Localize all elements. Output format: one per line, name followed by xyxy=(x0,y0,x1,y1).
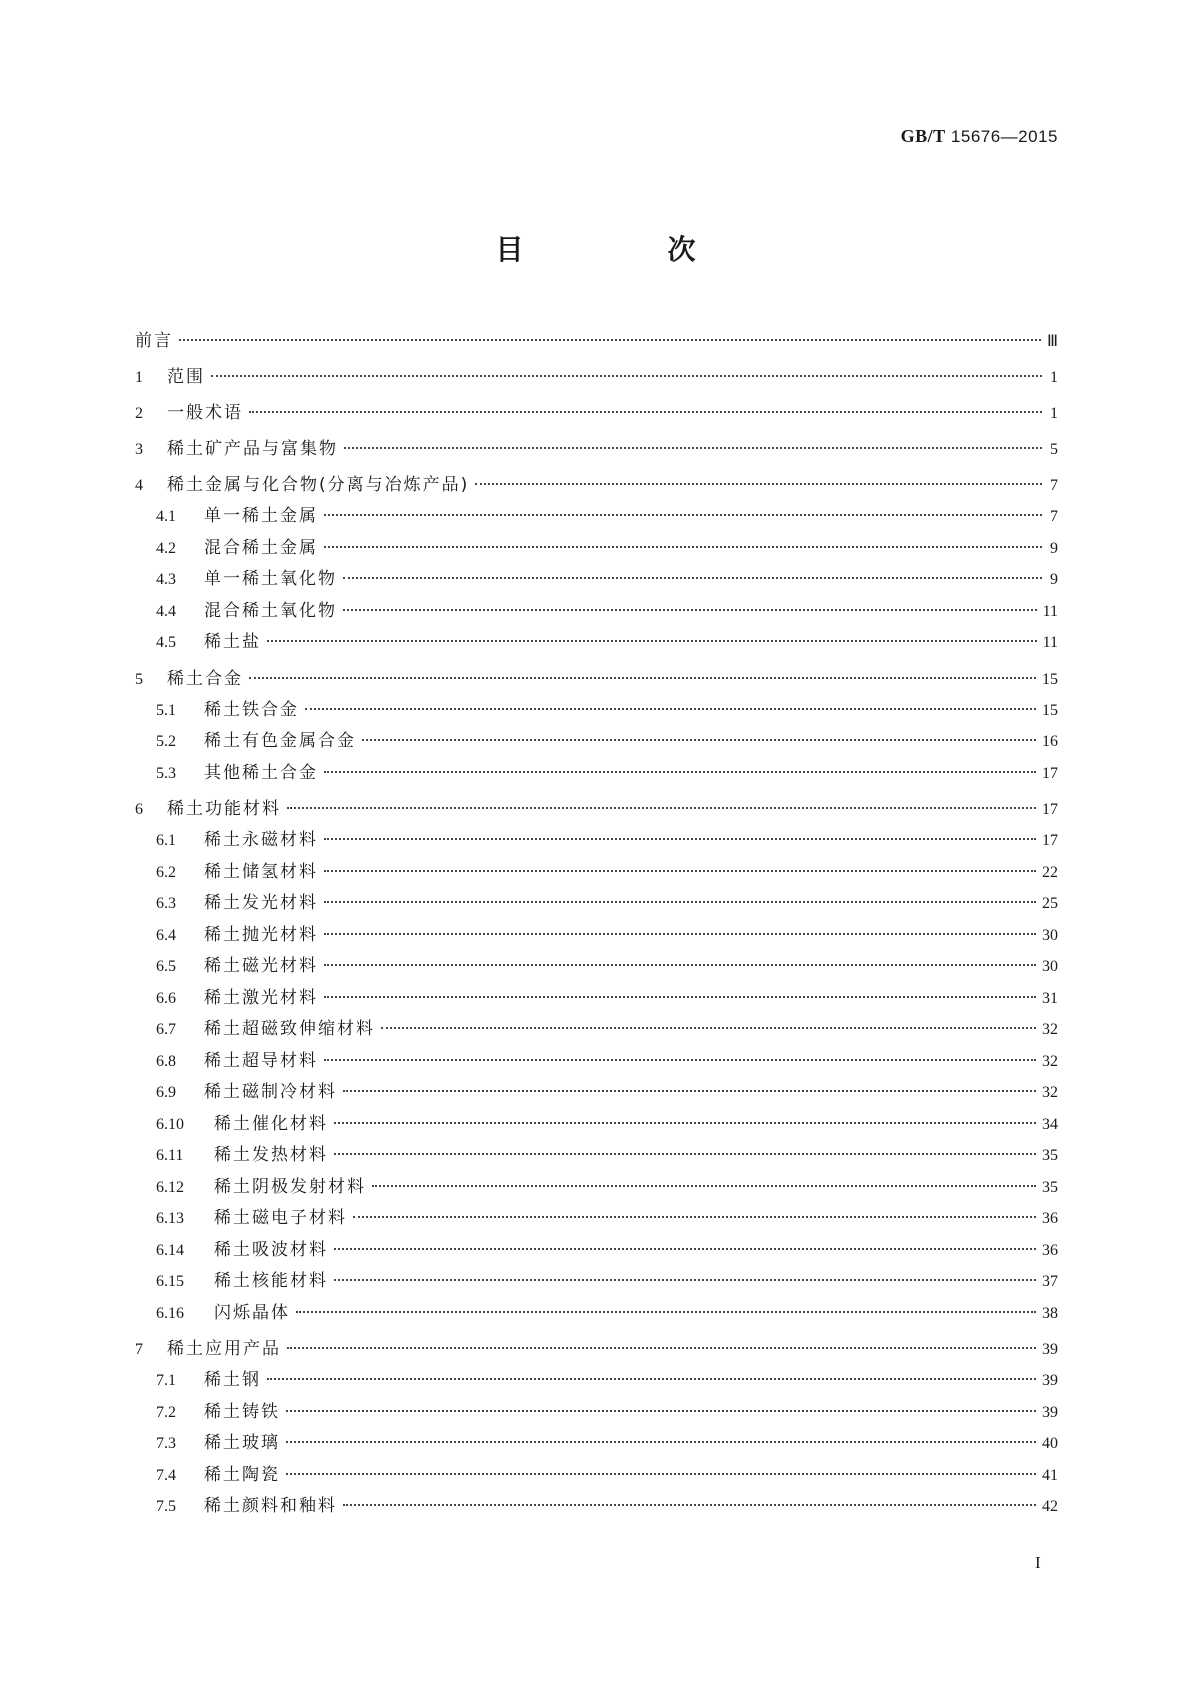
toc-entry[interactable] xyxy=(135,501,1058,533)
toc-entry-page: 36 xyxy=(1042,1241,1058,1259)
toc-dot-leader xyxy=(287,1347,1036,1349)
toc-dot-leader xyxy=(381,1027,1036,1029)
toc-entry[interactable] xyxy=(135,951,1058,983)
toc-entry-page: 17 xyxy=(1042,801,1058,818)
toc-entry-page: 9 xyxy=(1050,539,1058,557)
toc-entry-page: 39 xyxy=(1042,1403,1058,1421)
standard-prefix: GB/T xyxy=(900,126,946,146)
toc-entry-label: 单一稀土氧化物 xyxy=(204,569,337,589)
toc-dot-leader xyxy=(286,1410,1036,1412)
standard-number: 15676—2015 xyxy=(950,127,1058,146)
toc-entry-page: 31 xyxy=(1042,989,1058,1007)
toc-entry-number: 6.8 xyxy=(156,1052,176,1070)
toc-entry-label: 稀土合金 xyxy=(167,668,243,689)
toc-entry-label: 稀土铸铁 xyxy=(204,1401,280,1422)
toc-dot-leader xyxy=(267,640,1037,642)
toc-entry-number: 6.10 xyxy=(156,1115,184,1133)
toc-entry-page: 15 xyxy=(1042,670,1058,688)
toc-entry-page: 7 xyxy=(1050,508,1058,525)
toc-dot-leader xyxy=(324,996,1036,998)
toc-entry-number: 6.16 xyxy=(156,1304,184,1322)
toc-dot-leader xyxy=(343,577,1042,579)
page-folio: I xyxy=(1035,1553,1041,1572)
toc-entry-number: 4 xyxy=(135,477,143,494)
toc-entry-page: Ⅲ xyxy=(1046,333,1058,350)
toc-dot-leader xyxy=(324,514,1042,516)
toc-dot-leader xyxy=(372,1185,1036,1187)
toc-dot-leader xyxy=(343,1504,1036,1506)
toc-entry-page: 41 xyxy=(1042,1466,1058,1484)
toc-entry-number: 6.9 xyxy=(156,1084,176,1101)
toc-entry[interactable] xyxy=(135,1365,1058,1397)
toc-dot-leader xyxy=(179,339,1041,341)
toc-entry[interactable] xyxy=(135,1109,1058,1141)
toc-entry-label: 稀土有色金属合金 xyxy=(204,731,356,751)
toc-entry-page: 15 xyxy=(1042,701,1058,719)
toc-entry[interactable] xyxy=(135,326,1058,357)
toc-entry-label: 混合稀土金属 xyxy=(204,537,318,558)
toc-entry[interactable] xyxy=(135,758,1058,790)
toc-dot-leader xyxy=(334,1122,1036,1124)
toc-entry-label: 其他稀土合金 xyxy=(204,762,318,783)
toc-entry-label: 稀土抛光材料 xyxy=(204,924,318,945)
toc-entry-label: 稀土催化材料 xyxy=(214,1113,328,1134)
toc-entry-label: 稀土磁电子材料 xyxy=(214,1208,347,1228)
toc-entry-page: 32 xyxy=(1042,1052,1058,1070)
toc-entry[interactable] xyxy=(135,1140,1058,1172)
toc-entry-page: 17 xyxy=(1042,764,1058,782)
toc-entry-number: 6.6 xyxy=(156,989,176,1007)
toc-dot-leader xyxy=(267,1378,1036,1380)
toc-entry-label: 稀土超磁致伸缩材料 xyxy=(204,1019,375,1039)
toc-entry[interactable] xyxy=(135,564,1058,596)
toc-entry-number: 6.7 xyxy=(156,1021,176,1038)
toc-entry-number: 6.12 xyxy=(156,1178,184,1196)
toc-entry[interactable] xyxy=(135,627,1058,659)
toc-entry-number: 4.3 xyxy=(156,571,176,588)
toc-dot-leader xyxy=(343,609,1037,611)
toc-entry-label: 稀土发光材料 xyxy=(204,893,318,913)
toc-dot-leader xyxy=(324,838,1036,840)
toc-entry-label: 稀土颜料和釉料 xyxy=(204,1496,337,1516)
toc-dot-leader xyxy=(324,1059,1036,1061)
toc-entry-page: 39 xyxy=(1042,1341,1058,1358)
toc-entry-label: 稀土玻璃 xyxy=(204,1433,280,1453)
toc-dot-leader xyxy=(334,1153,1036,1155)
toc-entry-number: 7.2 xyxy=(156,1403,176,1421)
toc-dot-leader xyxy=(353,1216,1036,1218)
toc-entry-label: 稀土功能材料 xyxy=(167,799,281,819)
toc-entry-page: 37 xyxy=(1042,1273,1058,1290)
toc-entry[interactable] xyxy=(135,1172,1058,1204)
toc-entry-label: 一般术语 xyxy=(167,403,243,423)
toc-entry-page: 9 xyxy=(1050,571,1058,588)
toc-entry-label: 稀土盐 xyxy=(204,632,261,652)
toc-entry[interactable] xyxy=(135,888,1058,920)
toc-entry[interactable] xyxy=(135,825,1058,857)
toc-entry-number: 6.1 xyxy=(156,832,176,849)
toc-entry[interactable] xyxy=(135,1428,1058,1460)
toc-entry[interactable] xyxy=(135,983,1058,1015)
toc-dot-leader xyxy=(249,411,1042,413)
standard-code xyxy=(901,126,1058,147)
toc-entry[interactable] xyxy=(135,1266,1058,1298)
toc-entry-label: 稀土阴极发射材料 xyxy=(214,1176,366,1197)
toc-entry-label: 闪烁晶体 xyxy=(214,1302,290,1323)
toc-entry[interactable] xyxy=(135,1334,1058,1365)
toc-entry[interactable] xyxy=(135,398,1058,429)
toc-entry-page: 7 xyxy=(1050,477,1058,494)
toc-entry-number: 5 xyxy=(135,670,143,688)
toc-entry-label: 稀土铁合金 xyxy=(204,699,299,720)
toc-entry-label: 稀土钢 xyxy=(204,1370,261,1390)
toc-entry[interactable] xyxy=(135,1491,1058,1523)
toc-entry-label: 稀土发热材料 xyxy=(214,1145,328,1165)
toc-entry-number: 6.2 xyxy=(156,863,176,881)
toc-dot-leader xyxy=(324,870,1036,872)
toc-dot-leader xyxy=(324,933,1036,935)
toc-entry-page: 35 xyxy=(1042,1147,1058,1164)
toc-entry-page: 38 xyxy=(1042,1304,1058,1322)
toc-entry-number: 6.5 xyxy=(156,958,176,975)
toc-entry-page: 16 xyxy=(1042,733,1058,750)
page-title: 目 次 xyxy=(495,233,754,266)
toc-entry-page: 34 xyxy=(1042,1115,1058,1133)
toc-entry-number: 5.1 xyxy=(156,701,176,719)
toc-entry-page: 17 xyxy=(1042,832,1058,849)
toc-entry-number: 6 xyxy=(135,801,143,818)
toc-entry[interactable] xyxy=(135,1397,1058,1429)
toc-entry-page: 35 xyxy=(1042,1178,1058,1196)
toc-entry-page: 42 xyxy=(1042,1498,1058,1515)
toc-dot-leader xyxy=(286,1441,1036,1443)
toc-entry[interactable] xyxy=(135,920,1058,952)
toc-entry-label: 单一稀土金属 xyxy=(204,506,318,526)
toc-entry-number: 7 xyxy=(135,1341,143,1358)
toc-entry-page: 25 xyxy=(1042,895,1058,912)
toc-entry-page: 1 xyxy=(1050,405,1058,422)
toc-dot-leader xyxy=(334,1279,1036,1281)
toc-entry-number: 6.11 xyxy=(156,1147,184,1164)
toc-entry-number: 4.5 xyxy=(156,634,176,651)
toc-entry-number: 4.2 xyxy=(156,539,176,557)
toc-entry[interactable] xyxy=(135,794,1058,825)
toc-entry-page: 1 xyxy=(1050,369,1058,386)
toc-entry-number: 3 xyxy=(135,441,143,458)
toc-entry-number: 7.4 xyxy=(156,1466,176,1484)
toc-dot-leader xyxy=(324,546,1042,548)
toc-dot-leader xyxy=(324,771,1036,773)
toc-entry[interactable] xyxy=(135,434,1058,465)
table-of-contents xyxy=(135,326,1058,1523)
toc-dot-leader xyxy=(211,375,1042,377)
toc-entry-label: 稀土磁光材料 xyxy=(204,956,318,976)
toc-dot-leader xyxy=(324,901,1036,903)
toc-dot-leader xyxy=(475,483,1042,485)
toc-entry[interactable] xyxy=(135,664,1058,695)
toc-entry-label: 前言 xyxy=(135,331,173,351)
toc-entry-label: 稀土核能材料 xyxy=(214,1271,328,1291)
toc-dot-leader xyxy=(305,708,1036,710)
toc-entry[interactable] xyxy=(135,726,1058,758)
toc-entry-number: 7.1 xyxy=(156,1372,176,1389)
toc-entry-page: 32 xyxy=(1042,1021,1058,1038)
toc-entry-label: 稀土金属与化合物(分离与冶炼产品) xyxy=(167,475,470,495)
toc-entry-label: 范围 xyxy=(167,367,205,387)
toc-entry[interactable] xyxy=(135,1077,1058,1109)
toc-entry-label: 混合稀土氧化物 xyxy=(204,600,337,621)
toc-dot-leader xyxy=(296,1311,1036,1313)
toc-entry-number: 4.1 xyxy=(156,508,176,525)
toc-entry[interactable] xyxy=(135,470,1058,501)
toc-entry-page: 22 xyxy=(1042,863,1058,881)
toc-dot-leader xyxy=(287,807,1036,809)
toc-entry[interactable] xyxy=(135,1014,1058,1046)
toc-entry-number: 6.4 xyxy=(156,926,176,944)
toc-entry[interactable] xyxy=(135,1235,1058,1267)
toc-entry[interactable] xyxy=(135,1460,1058,1492)
toc-dot-leader xyxy=(362,739,1036,741)
toc-entry[interactable] xyxy=(135,1203,1058,1235)
toc-entry[interactable] xyxy=(135,1298,1058,1330)
toc-entry[interactable] xyxy=(135,362,1058,393)
toc-entry-page: 30 xyxy=(1042,926,1058,944)
toc-dot-leader xyxy=(344,447,1042,449)
toc-entry-number: 5.2 xyxy=(156,733,176,750)
toc-entry-number: 4.4 xyxy=(156,602,176,620)
toc-entry-page: 11 xyxy=(1042,634,1058,651)
toc-entry[interactable] xyxy=(135,857,1058,889)
toc-dot-leader xyxy=(343,1090,1036,1092)
toc-entry-label: 稀土吸波材料 xyxy=(214,1239,328,1260)
toc-entry-number: 1 xyxy=(135,369,143,386)
toc-entry-label: 稀土应用产品 xyxy=(167,1339,281,1359)
toc-dot-leader xyxy=(324,964,1036,966)
toc-entry[interactable] xyxy=(135,1046,1058,1078)
toc-entry-page: 36 xyxy=(1042,1210,1058,1227)
toc-entry-label: 稀土矿产品与富集物 xyxy=(167,439,338,459)
toc-entry-number: 5.3 xyxy=(156,764,176,782)
toc-entry-number: 2 xyxy=(135,405,143,422)
toc-dot-leader xyxy=(334,1248,1036,1250)
toc-dot-leader xyxy=(249,677,1036,679)
toc-entry-number: 6.13 xyxy=(156,1210,184,1227)
toc-entry-page: 39 xyxy=(1042,1372,1058,1389)
toc-entry-page: 30 xyxy=(1042,958,1058,975)
toc-entry-label: 稀土磁制冷材料 xyxy=(204,1082,337,1102)
toc-entry-page: 32 xyxy=(1042,1084,1058,1101)
toc-entry-number: 7.3 xyxy=(156,1435,176,1452)
toc-entry-label: 稀土激光材料 xyxy=(204,987,318,1008)
toc-entry[interactable] xyxy=(135,596,1058,628)
toc-dot-leader xyxy=(286,1473,1036,1475)
toc-entry-label: 稀土储氢材料 xyxy=(204,861,318,882)
toc-entry-label: 稀土陶瓷 xyxy=(204,1464,280,1485)
toc-entry-number: 6.14 xyxy=(156,1241,184,1259)
toc-entry-number: 6.3 xyxy=(156,895,176,912)
toc-entry[interactable] xyxy=(135,695,1058,727)
toc-entry-page: 11 xyxy=(1042,602,1058,620)
toc-entry-label: 稀土超导材料 xyxy=(204,1050,318,1071)
toc-entry-number: 6.15 xyxy=(156,1273,184,1290)
toc-entry-label: 稀土永磁材料 xyxy=(204,830,318,850)
toc-entry-page: 5 xyxy=(1050,441,1058,458)
toc-entry[interactable] xyxy=(135,533,1058,565)
toc-entry-page: 40 xyxy=(1042,1435,1058,1452)
toc-entry-number: 7.5 xyxy=(156,1498,176,1515)
